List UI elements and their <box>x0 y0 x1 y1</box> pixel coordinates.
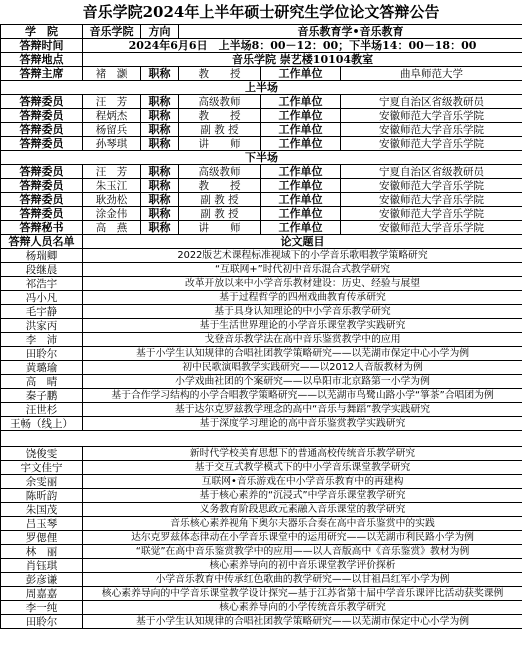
thesis-topic: 基于小学生认知规律的合唱社团教学策略研究——以芜湖市保定中心小学为例 <box>83 615 522 629</box>
student-row <box>1 319 522 333</box>
thesis-topic: 新时代学校美育思想下的普通高校传统音乐教学研究 <box>83 447 522 461</box>
morning-section-label: 上半场 <box>1 81 522 95</box>
student-row <box>1 447 522 461</box>
student-row <box>1 361 522 375</box>
thesis-topic: 基于核心素养的“沉浸式”中学音乐课堂教学研究 <box>83 489 522 503</box>
committee-unit-label: 工作单位 <box>261 95 341 109</box>
committee-row <box>1 109 522 123</box>
student-row <box>1 417 522 431</box>
committee-name: 朱玉江 <box>83 179 141 193</box>
student-row <box>1 531 522 545</box>
student-row <box>1 263 522 277</box>
thesis-topic: 基于达尔克罗兹教学理念的高中“音乐与舞蹈”教学实践研究 <box>83 403 522 417</box>
thesis-topic: “联觉”在高中音乐鉴赏教学中的应用——以人音版高中《音乐鉴赏》教材为例 <box>83 545 522 559</box>
chair-title-label: 职称 <box>141 67 179 81</box>
student-row <box>1 489 522 503</box>
thesis-topic: 基于生活世界理论的小学音乐课堂教学实践研究 <box>83 319 522 333</box>
committee-row <box>1 179 522 193</box>
student-row <box>1 545 522 559</box>
direction-label: 方向 <box>141 25 179 39</box>
chair-unit-label: 工作单位 <box>261 67 341 81</box>
thesis-topic: 基于具身认知理论的中小学音乐教学研究 <box>83 305 522 319</box>
chair-row <box>1 67 522 81</box>
afternoon-section-label: 下半场 <box>1 151 522 165</box>
student-name: 冯小凡 <box>1 291 83 305</box>
committee-name: 汪 芳 <box>83 95 141 109</box>
committee-row <box>1 207 522 221</box>
student-name: 王畅（线上） <box>1 417 83 431</box>
committee-title: 讲 师 <box>179 137 261 151</box>
student-name: 饶俊雯 <box>1 447 83 461</box>
committee-unit-label: 工作单位 <box>261 137 341 151</box>
thesis-topic: 2022版艺术课程标准视域下的小学音乐歌唱教学策略研究 <box>83 249 522 263</box>
thesis-topic: 核心素养导向的中学音乐课堂教学设计探究—基于江苏省第十届中学音乐课评比活动获奖课例 <box>83 587 522 601</box>
committee-title: 高级教师 <box>179 165 261 179</box>
committee-row <box>1 221 522 235</box>
committee-title-label: 职称 <box>141 179 179 193</box>
student-name: 洪家丙 <box>1 319 83 333</box>
committee-role: 答辩委员 <box>1 137 83 151</box>
student-name: 彭彦谦 <box>1 573 83 587</box>
student-name: 祁浩宇 <box>1 277 83 291</box>
table-body <box>1 25 522 629</box>
student-row <box>1 601 522 615</box>
committee-unit-label: 工作单位 <box>261 123 341 137</box>
student-name: 汪世杉 <box>1 403 83 417</box>
blank-spacer-row <box>1 431 522 447</box>
thesis-topic: 小学戏曲社团的个案研究——以阜阳市北京路第一小学为例 <box>83 375 522 389</box>
committee-title-label: 职称 <box>141 165 179 179</box>
committee-title: 副 教 授 <box>179 193 261 207</box>
committee-role: 答辩委员 <box>1 165 83 179</box>
committee-unit-label: 工作单位 <box>261 207 341 221</box>
student-name: 余雯丽 <box>1 475 83 489</box>
thesis-topic: 基于交互式教学模式下的中小学音乐课堂教学研究 <box>83 461 522 475</box>
student-row <box>1 277 522 291</box>
committee-title-label: 职称 <box>141 137 179 151</box>
student-row <box>1 587 522 601</box>
thesis-topic: 小学音乐教育中传承红色歌曲的教学研究——以甘祖昌红军小学为例 <box>83 573 522 587</box>
committee-name: 程炳杰 <box>83 109 141 123</box>
committee-unit: 安徽师范大学音乐学院 <box>341 109 522 123</box>
committee-name: 杨留兵 <box>83 123 141 137</box>
committee-role: 答辩委员 <box>1 193 83 207</box>
student-header-label: 答辩人员名单 <box>1 235 83 249</box>
defense-schedule-table <box>0 24 522 629</box>
time-row <box>1 39 522 53</box>
committee-role: 答辩秘书 <box>1 221 83 235</box>
committee-title-label: 职称 <box>141 95 179 109</box>
thesis-topic: 戈登音乐教学法在高中音乐鉴赏教学中的应用 <box>83 333 522 347</box>
committee-name: 汪 芳 <box>83 165 141 179</box>
student-row <box>1 291 522 305</box>
student-row <box>1 559 522 573</box>
committee-unit: 安徽师范大学音乐学院 <box>341 179 522 193</box>
committee-unit: 安徽师范大学音乐学院 <box>341 221 522 235</box>
student-row <box>1 375 522 389</box>
student-name: 罗偲俚 <box>1 531 83 545</box>
thesis-topic: 基于深度学习理论的高中音乐鉴赏教学实践研究 <box>83 417 522 431</box>
student-name: 宇文佳宁 <box>1 461 83 475</box>
student-name: 毛宇静 <box>1 305 83 319</box>
student-name: 高 晴 <box>1 375 83 389</box>
student-row <box>1 305 522 319</box>
thesis-topic: 达尔克罗兹体态律动在小学音乐课堂中的运用研究——以芜湖市利民路小学为例 <box>83 531 522 545</box>
committee-title-label: 职称 <box>141 193 179 207</box>
committee-unit: 宁夏自治区省级教研员 <box>341 95 522 109</box>
committee-row <box>1 165 522 179</box>
committee-name: 高 燕 <box>83 221 141 235</box>
student-row <box>1 389 522 403</box>
college-label: 学 院 <box>1 25 83 39</box>
committee-title-label: 职称 <box>141 207 179 221</box>
student-name: 肖钰琪 <box>1 559 83 573</box>
committee-unit: 安徽师范大学音乐学院 <box>341 193 522 207</box>
college-value: 音乐学院 <box>83 25 141 39</box>
committee-role: 答辩委员 <box>1 207 83 221</box>
committee-unit: 安徽师范大学音乐学院 <box>341 123 522 137</box>
blank-cell <box>1 431 522 447</box>
thesis-topic: 核心素养导向的小学传统音乐教学研究 <box>83 601 522 615</box>
student-row <box>1 615 522 629</box>
committee-name: 孙琴琪 <box>83 137 141 151</box>
student-name: 吕玉琴 <box>1 517 83 531</box>
committee-role: 答辩委员 <box>1 95 83 109</box>
thesis-topic: “互联网+”时代初中音乐混合式教学研究 <box>83 263 522 277</box>
student-row <box>1 403 522 417</box>
committee-unit-label: 工作单位 <box>261 109 341 123</box>
student-name: 田聆尔 <box>1 347 83 361</box>
student-row <box>1 503 522 517</box>
page-title: 音乐学院2024年上半年硕士研究生学位论文答辩公告 <box>82 3 440 21</box>
committee-title: 讲 师 <box>179 221 261 235</box>
student-row <box>1 517 522 531</box>
thesis-topic: 基于合作学习结构的小学合唱教学策略研究——以芜湖市鸟鹭山路小学“箏茶”合唱团为例 <box>83 389 522 403</box>
place-label: 答辩地点 <box>1 53 83 67</box>
student-name: 田聆尔 <box>1 615 83 629</box>
student-name: 李一纯 <box>1 601 83 615</box>
thesis-topic: 互联网•音乐游戏在中小学音乐教育中的再建构 <box>83 475 522 489</box>
morning-section-row <box>1 81 522 95</box>
student-row <box>1 573 522 587</box>
committee-unit-label: 工作单位 <box>261 221 341 235</box>
student-row <box>1 333 522 347</box>
student-row <box>1 249 522 263</box>
thesis-topic: 义务教育阶段思政元素融入音乐课堂的教学研究 <box>83 503 522 517</box>
student-name: 李 沛 <box>1 333 83 347</box>
committee-title: 副 教 授 <box>179 123 261 137</box>
thesis-topic: 音乐核心素养视角下奥尔夫器乐合奏在高中音乐鉴赏中的实践 <box>83 517 522 531</box>
chair-unit: 曲阜师范大学 <box>341 67 522 81</box>
student-row <box>1 347 522 361</box>
chair-name: 褚 灏 <box>83 67 141 81</box>
chair-role: 答辩主席 <box>1 67 83 81</box>
committee-title-label: 职称 <box>141 109 179 123</box>
committee-title-label: 职称 <box>141 221 179 235</box>
place-row <box>1 53 522 67</box>
committee-title: 教 授 <box>179 109 261 123</box>
student-row <box>1 461 522 475</box>
committee-title: 教 授 <box>179 179 261 193</box>
header-row <box>1 25 522 39</box>
student-name: 黄璐瑜 <box>1 361 83 375</box>
committee-title: 高级教师 <box>179 95 261 109</box>
student-name: 林 丽 <box>1 545 83 559</box>
committee-role: 答辩委员 <box>1 109 83 123</box>
thesis-topic: 基于小学生认知规律的合唱社团教学策略研究——以芜湖市保定中心小学为例 <box>83 347 522 361</box>
committee-row <box>1 123 522 137</box>
committee-name: 涂金伟 <box>83 207 141 221</box>
committee-unit-label: 工作单位 <box>261 179 341 193</box>
student-name: 陈昕韵 <box>1 489 83 503</box>
time-label: 答辩时间 <box>1 39 83 53</box>
topic-header-label: 论文题目 <box>83 235 522 249</box>
student-name: 周嘉嘉 <box>1 587 83 601</box>
student-header-row <box>1 235 522 249</box>
committee-row <box>1 95 522 109</box>
thesis-topic: 改革开放以来中小学音乐教材建设：历史、经验与展望 <box>83 277 522 291</box>
thesis-topic: 基于过程哲学的四州戏曲教育传承研究 <box>83 291 522 305</box>
place-value: 音乐学院 崇艺楼10104教室 <box>83 53 522 67</box>
committee-row <box>1 193 522 207</box>
time-value: 2024年6月6日 上半场8：00－12：00；下半场14：00－18：00 <box>83 39 522 53</box>
student-name: 杨瑞卿 <box>1 249 83 263</box>
committee-role: 答辩委员 <box>1 179 83 193</box>
committee-name: 耿劲松 <box>83 193 141 207</box>
thesis-topic: 核心素养导向的初中音乐课堂教学评价探析 <box>83 559 522 573</box>
committee-role: 答辩委员 <box>1 123 83 137</box>
committee-unit: 宁夏自治区省级教研员 <box>341 165 522 179</box>
committee-row <box>1 137 522 151</box>
student-name: 段继晨 <box>1 263 83 277</box>
committee-unit: 安徽师范大学音乐学院 <box>341 207 522 221</box>
committee-unit: 安徽师范大学音乐学院 <box>341 137 522 151</box>
chair-title: 教 授 <box>179 67 261 81</box>
committee-unit-label: 工作单位 <box>261 165 341 179</box>
committee-title-label: 职称 <box>141 123 179 137</box>
direction-value: 音乐教育学•音乐教育 <box>179 25 522 39</box>
afternoon-section-row <box>1 151 522 165</box>
committee-title: 副 教 授 <box>179 207 261 221</box>
student-row <box>1 475 522 489</box>
committee-unit-label: 工作单位 <box>261 193 341 207</box>
student-name: 朱国茂 <box>1 503 83 517</box>
thesis-topic: 初中民歌演唱教学实践研究——以2012人音版教材为例 <box>83 361 522 375</box>
student-name: 秦子鹏 <box>1 389 83 403</box>
